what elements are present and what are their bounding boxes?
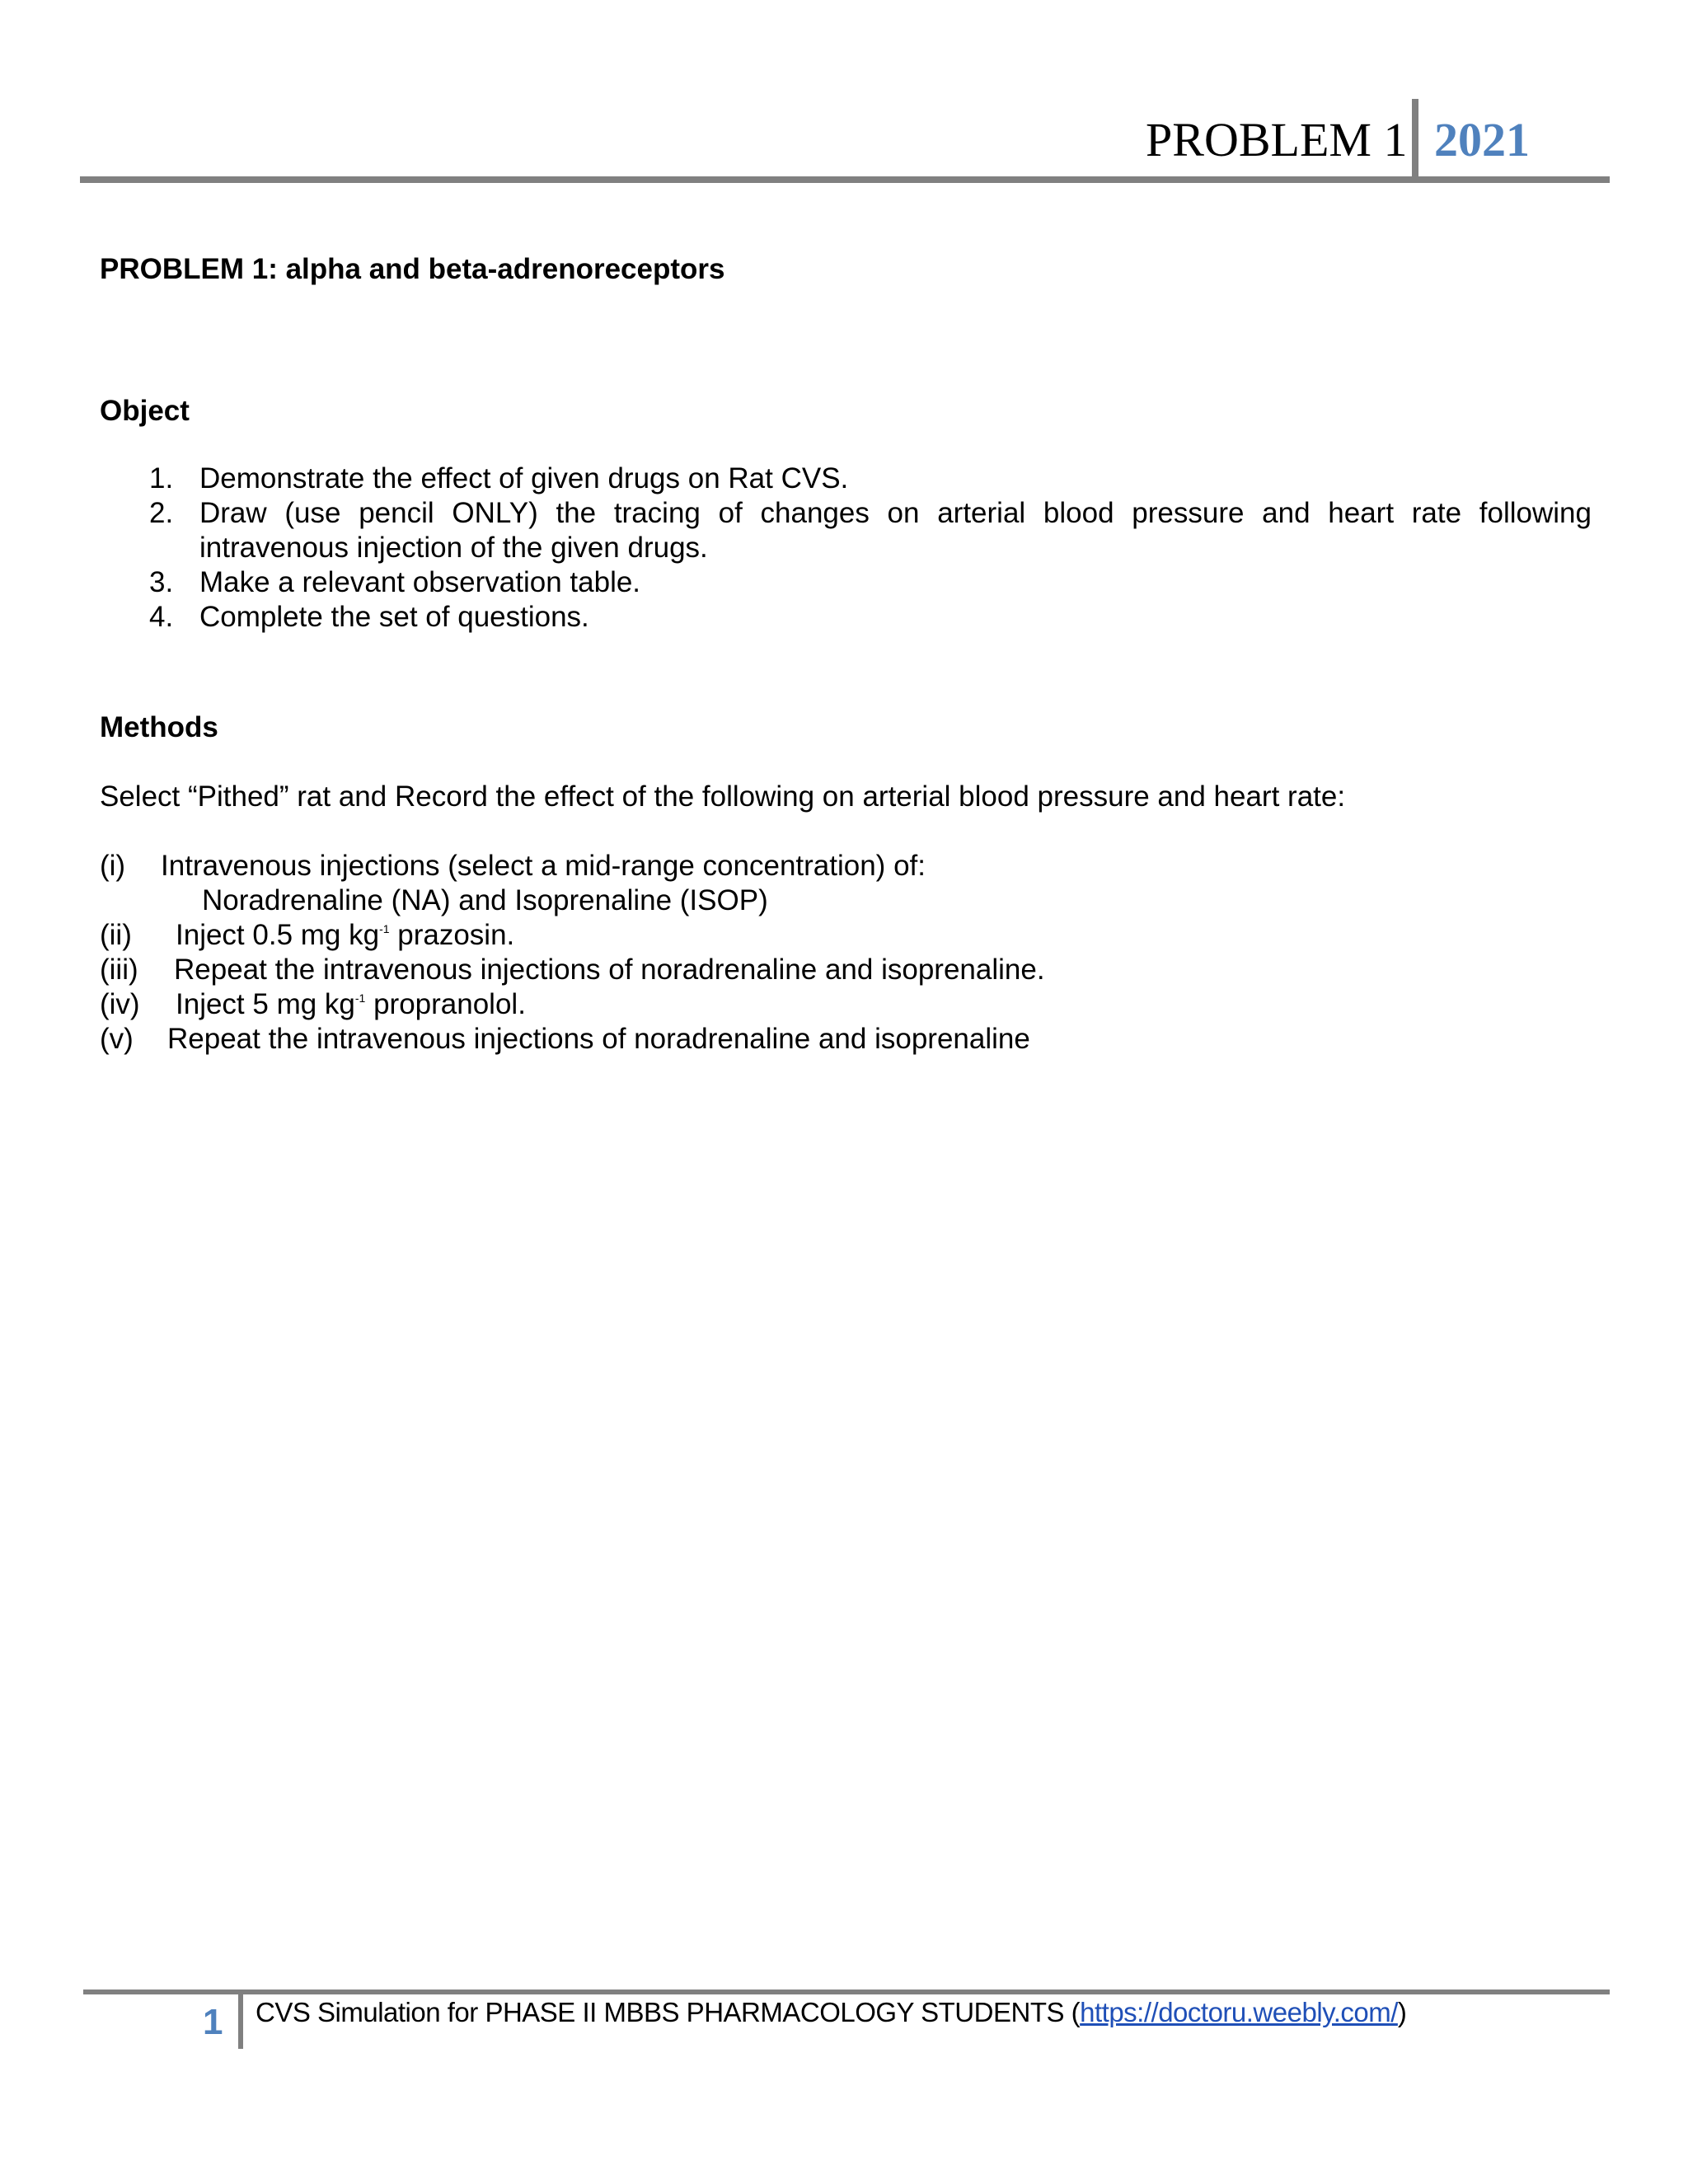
method-step xyxy=(100,987,1336,1022)
step-label: (iv) xyxy=(100,988,140,1020)
step-text-post: propranolol. xyxy=(365,988,526,1020)
object-item xyxy=(100,496,1592,565)
footer-rule xyxy=(83,1990,1610,1994)
footer-label: CVS Simulation for PHASE II MBBS PHARMACOLOGY STUDENTS ( xyxy=(256,1997,1081,2027)
object-item-number: 2. xyxy=(149,497,174,529)
object-item xyxy=(100,565,1592,600)
method-substep xyxy=(100,883,1336,918)
methods-steps xyxy=(100,849,1336,1057)
object-list xyxy=(100,462,1592,635)
step-label: (i) xyxy=(100,850,126,882)
object-item xyxy=(100,600,1592,635)
header-divider xyxy=(1412,99,1418,180)
step-text xyxy=(176,918,514,953)
step-label: (iii) xyxy=(100,954,138,986)
page-header xyxy=(0,0,1688,190)
header-year: 2021 xyxy=(1434,113,1530,166)
object-item-number: 3. xyxy=(149,566,174,598)
method-step xyxy=(100,953,1336,987)
method-step xyxy=(100,849,1336,883)
page-number: 1 xyxy=(203,2002,223,2042)
step-text: Repeat the intravenous injections of noradrenaline and isoprenaline. xyxy=(174,954,1045,986)
footer-divider xyxy=(238,1994,243,2049)
step-text-pre: Inject 5 mg kg xyxy=(176,988,355,1020)
object-item-number: 1. xyxy=(149,462,174,494)
object-heading: Object xyxy=(100,395,190,427)
header-title: PROBLEM 1 xyxy=(1146,113,1408,166)
object-item-text: Make a relevant observation table. xyxy=(199,566,641,598)
methods-intro: Select “Pithed” rat and Record the effect of the following on arterial blood pressure and heart rate: xyxy=(100,780,1346,813)
step-label: (v) xyxy=(100,1023,134,1055)
step-text xyxy=(176,987,526,1022)
problem-title: PROBLEM 1: alpha and beta-adrenoreceptors xyxy=(100,253,725,285)
step-superscript: -1 xyxy=(354,991,366,1005)
step-text-post: prazosin. xyxy=(389,919,515,951)
footer-label-end: ) xyxy=(1397,1997,1407,2027)
step-superscript: -1 xyxy=(379,922,390,935)
step-label: (ii) xyxy=(100,919,132,951)
step-text: Intravenous injections (select a mid-range concentration) of: xyxy=(161,850,926,882)
step-text-pre: Inject 0.5 mg kg xyxy=(176,919,380,951)
footer-link[interactable]: https://doctoru.weebly.com/ xyxy=(1080,1997,1398,2027)
step-text: Repeat the intravenous injections of noradrenaline and isoprenaline xyxy=(167,1023,1030,1055)
object-item-text: Complete the set of questions. xyxy=(199,601,589,633)
object-item-text: Demonstrate the effect of given drugs on Rat CVS. xyxy=(199,462,849,494)
method-step xyxy=(100,918,1336,953)
methods-heading: Methods xyxy=(100,711,218,743)
step-subtext: Noradrenaline (NA) and Isoprenaline (ISOP) xyxy=(202,884,768,916)
method-step xyxy=(100,1022,1336,1057)
object-item-number: 4. xyxy=(149,601,174,633)
header-rule xyxy=(80,176,1610,183)
object-item-text: Draw (use pencil ONLY) the tracing of changes on arterial blood pressure and heart rate following intravenous injection of the given drugs. xyxy=(199,497,1592,564)
footer-text xyxy=(256,1996,1406,2029)
object-item xyxy=(100,462,1592,496)
